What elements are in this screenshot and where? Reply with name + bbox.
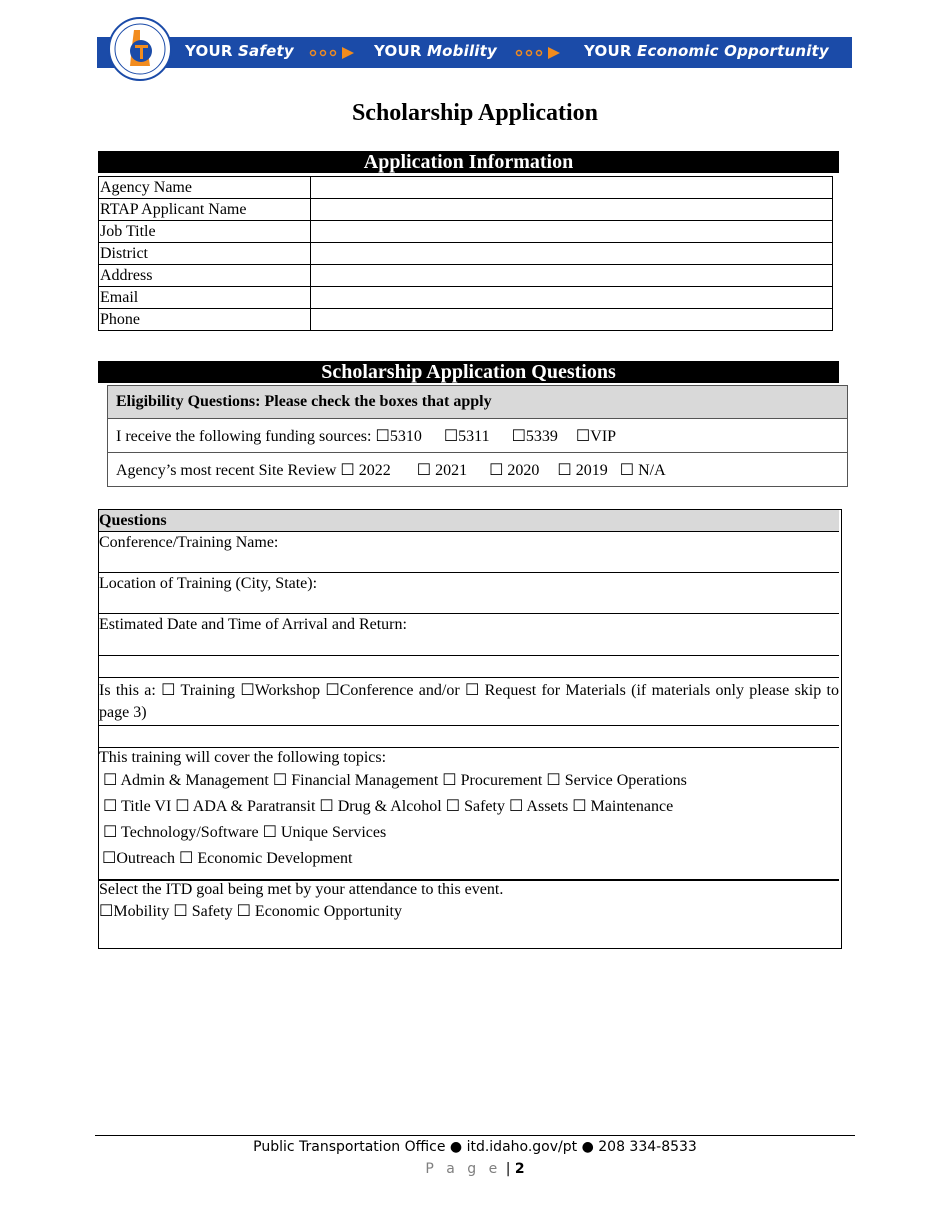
field-label: Email	[99, 287, 311, 309]
footer-divider	[95, 1135, 855, 1136]
checkbox-5339[interactable]: ☐5339	[511, 427, 558, 445]
checkbox-2021[interactable]: ☐ 2021	[416, 461, 468, 479]
bullet-icon: ●	[581, 1139, 594, 1155]
header-banner	[97, 37, 852, 68]
footer-office: Public Transportation Office	[253, 1139, 446, 1155]
spacer-row	[99, 725, 839, 747]
topics-label: This training will cover the following topics:	[99, 749, 387, 766]
dots-arrow-icon	[309, 47, 365, 59]
table-row	[108, 386, 848, 419]
table-row	[99, 221, 833, 243]
email-input[interactable]	[311, 287, 833, 309]
page-number	[0, 1161, 950, 1177]
conference-name-field[interactable]: Conference/Training Name:	[99, 531, 839, 572]
banner-safety: YOUR Safety	[185, 42, 294, 60]
eligibility-table	[107, 385, 848, 487]
table-row	[99, 309, 833, 331]
site-review-label: Agency’s most recent Site Review	[116, 461, 337, 479]
footer-contact	[0, 1139, 950, 1155]
page-separator: |	[505, 1161, 511, 1177]
field-label: RTAP Applicant Name	[99, 199, 311, 221]
itd-goal-row	[99, 879, 839, 949]
questions-table	[98, 509, 842, 949]
checkbox-2019[interactable]: ☐ 2019	[557, 461, 608, 479]
checkbox-2020[interactable]: ☐ 2020	[489, 461, 540, 479]
applicant-name-input[interactable]	[311, 199, 833, 221]
field-label: District	[99, 243, 311, 265]
checkbox-2022[interactable]: ☐ 2022	[340, 461, 391, 479]
table-row	[99, 287, 833, 309]
checkbox-na[interactable]: ☐ N/A	[619, 461, 666, 479]
location-field[interactable]: Location of Training (City, State):	[99, 572, 839, 614]
application-info-table	[98, 176, 833, 331]
checkbox-5311[interactable]: ☐5311	[443, 427, 490, 445]
phone-input[interactable]	[311, 309, 833, 331]
address-input[interactable]	[311, 265, 833, 287]
funding-sources-row	[108, 419, 848, 453]
goal-options[interactable]: ☐Mobility ☐ Safety ☐ Economic Opportunity	[99, 903, 402, 920]
table-row	[99, 265, 833, 287]
topics-line[interactable]: ☐ Admin & Management ☐ Financial Management ☐ Procurement ☐ Service Operations	[103, 772, 687, 789]
footer-site: itd.idaho.gov/pt	[466, 1139, 578, 1155]
field-label: Job Title	[99, 221, 311, 243]
topics-line[interactable]: ☐Outreach ☐ Economic Development	[102, 850, 353, 867]
topics-line[interactable]: ☐ Title VI ☐ ADA & Paratransit ☐ Drug & Alcohol ☐ Safety ☐ Assets ☐ Maintenance	[103, 798, 674, 815]
field-label: Address	[99, 265, 311, 287]
table-row	[99, 177, 833, 199]
spacer-row	[99, 655, 839, 677]
goal-label: Select the ITD goal being met by your attendance to this event.	[99, 881, 504, 898]
checkbox-5310[interactable]: ☐5310	[375, 427, 422, 445]
topics-line[interactable]: ☐ Technology/Software ☐ Unique Services	[103, 824, 387, 841]
itd-logo	[104, 16, 176, 82]
table-row	[108, 419, 848, 453]
site-review-row	[108, 453, 848, 487]
training-type-row[interactable]: Is this a: ☐ Training ☐Workshop ☐Conference and/or ☐ Request for Materials (if materials only please skip to page 3)	[99, 677, 839, 728]
table-row	[99, 243, 833, 265]
field-label: Agency Name	[99, 177, 311, 199]
district-input[interactable]	[311, 243, 833, 265]
questions-heading: Questions	[99, 510, 839, 531]
page-label: P a g e	[425, 1161, 502, 1177]
checkbox-vip[interactable]: ☐VIP	[575, 427, 617, 445]
dates-field[interactable]: Estimated Date and Time of Arrival and Return:	[99, 613, 839, 655]
banner-economic: YOUR Economic Opportunity	[584, 42, 829, 60]
table-row	[108, 453, 848, 487]
field-label: Phone	[99, 309, 311, 331]
agency-name-input[interactable]	[311, 177, 833, 199]
footer-phone: 208 334-8533	[598, 1139, 697, 1155]
eligibility-heading: Eligibility Questions: Please check the boxes that apply	[108, 386, 848, 419]
funding-label: I receive the following funding sources:	[116, 427, 372, 445]
job-title-input[interactable]	[311, 221, 833, 243]
page-title: Scholarship Application	[351, 100, 599, 126]
topics-row	[99, 747, 839, 879]
dots-arrow-icon	[515, 47, 571, 59]
banner-mobility: YOUR Mobility	[374, 42, 497, 60]
table-row	[99, 199, 833, 221]
bullet-icon: ●	[449, 1139, 463, 1155]
section-heading-questions: Scholarship Application Questions	[98, 361, 839, 383]
section-heading-application-info: Application Information	[98, 151, 839, 173]
page-number-value: 2	[514, 1161, 525, 1177]
